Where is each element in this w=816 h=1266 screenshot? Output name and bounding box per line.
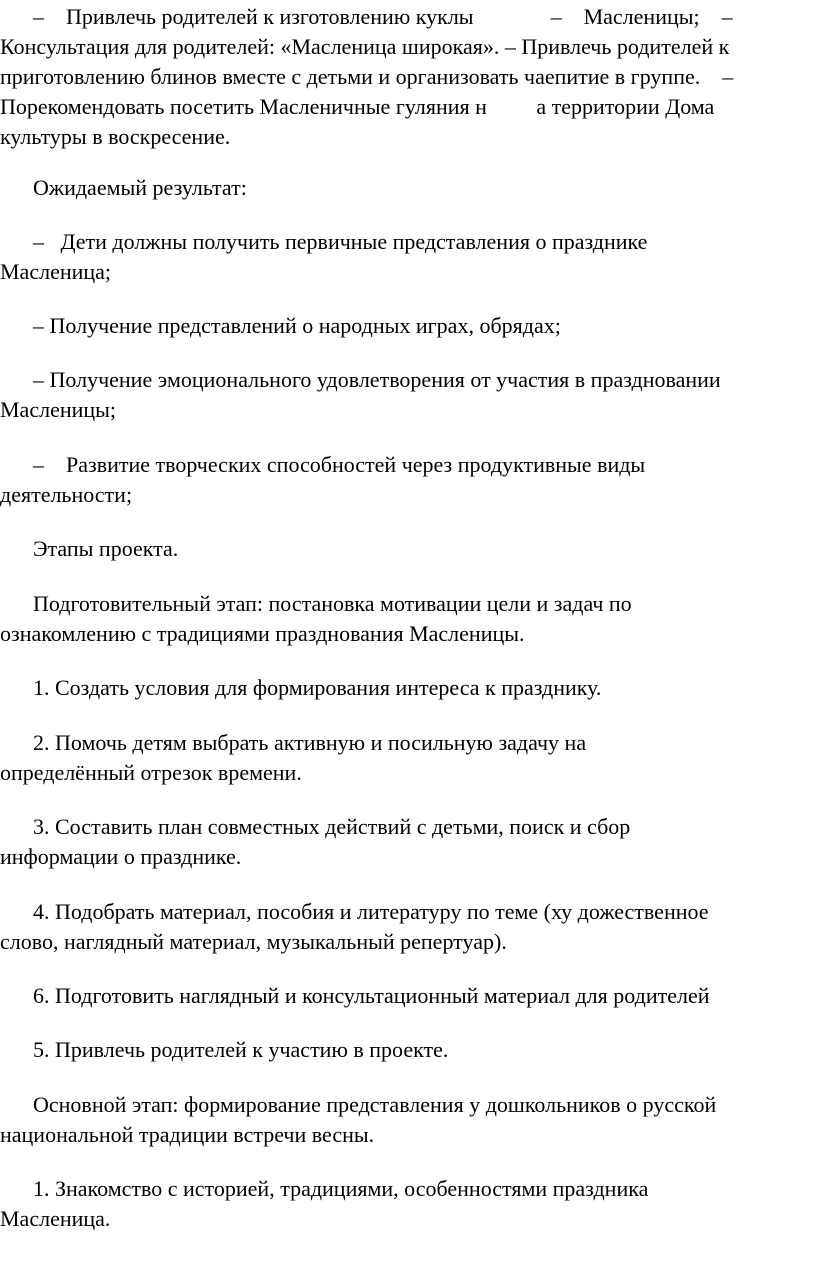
text-line: 3. Составить план совместных действий с детьми, поиск и сбор [0, 814, 631, 839]
text-line: Консультация для родителей: «Масленица широкая». – Привлечь родителей к [0, 34, 730, 59]
text-line: Основной этап: формирование представления у дошкольников о русской [0, 1092, 717, 1117]
text-line: Масленица; [0, 259, 112, 284]
text-line: – Получение представлений о народных играх, обрядах; [0, 313, 561, 338]
text-line: информации о празднике. [0, 844, 242, 869]
text-line: – Дети должны получить первичные представления о празднике [0, 229, 648, 254]
text-line: культуры в воскресение. [0, 124, 231, 149]
text-line: 6. Подготовить наглядный и консультационный материал для родителей [0, 983, 710, 1008]
text-line: приготовлению блинов вместе с детьми и организовать чаепитие в группе. – [0, 64, 734, 89]
text-line: Масленица. [0, 1206, 111, 1231]
text-line: 2. Помочь детям выбрать активную и посильную задачу на [0, 730, 587, 755]
text-line: слово, наглядный материал, музыкальный репертуар). [0, 929, 507, 954]
text-line: Порекомендовать посетить Масленичные гуляния н а территории Дома [0, 94, 715, 119]
text-line: Масленицы; [0, 397, 117, 422]
text-line: 1. Создать условия для формирования интереса к празднику. [0, 675, 602, 700]
text-line: 4. Подобрать материал, пособия и литературу по теме (ху дожественное [0, 899, 709, 924]
text-line: 5. Привлечь родителей к участию в проекте. [0, 1037, 449, 1062]
text-line: – Развитие творческих способностей через продуктивные виды [0, 452, 646, 477]
section-heading: Ожидаемый результат: [0, 175, 247, 200]
text-line: национальной традиции встречи весны. [0, 1122, 375, 1147]
text-line: Подготовительный этап: постановка мотивации цели и задач по [0, 591, 632, 616]
text-line: определённый отрезок времени. [0, 760, 302, 785]
section-heading: Этапы проекта. [0, 536, 179, 561]
text-line: 1. Знакомство с историей, традициями, особенностями праздника [0, 1176, 649, 1201]
text-line: деятельности; [0, 482, 133, 507]
text-line: ознакомлению с традициями празднования Масленицы. [0, 621, 525, 646]
text-line: – Привлечь родителей к изготовлению куклы – Масленицы; – [0, 4, 733, 29]
text-line: – Получение эмоционального удовлетворения от участия в праздновании [0, 367, 721, 392]
